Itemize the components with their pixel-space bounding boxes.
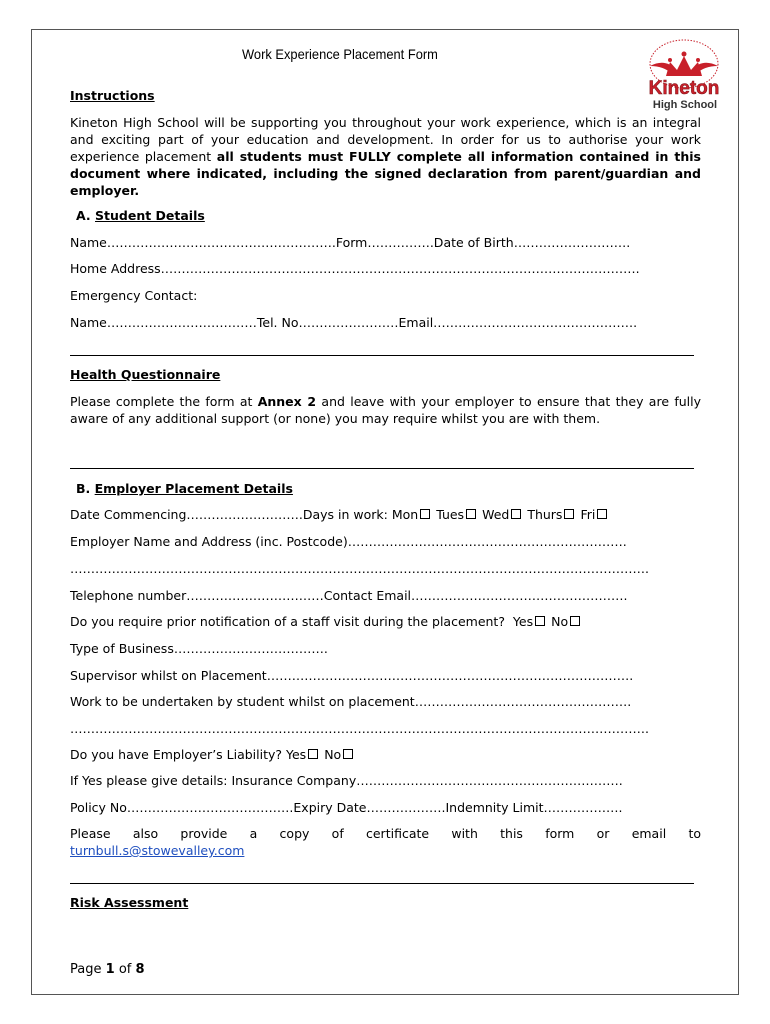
instructions-text: [70, 114, 701, 199]
prior-notification-yes-checkbox[interactable]: [535, 616, 545, 626]
logo-text-name: Kineton: [648, 78, 720, 99]
home-address-field[interactable]: Home Address…………………………………………………………………………………………………….: [70, 261, 640, 276]
health-text-1: Please complete the form at: [70, 394, 258, 409]
contact-email-link[interactable]: turnbull.s@stowevalley.com: [70, 843, 245, 858]
day-thurs-label: Thurs: [527, 507, 563, 522]
prior-notification-no-checkbox[interactable]: [570, 616, 580, 626]
date-commencing-field[interactable]: Date Commencing……………………….Days in work:: [70, 507, 388, 522]
day-thurs-checkbox[interactable]: [564, 509, 574, 519]
health-text-annex: Annex 2: [257, 394, 317, 409]
day-wed: [482, 507, 523, 522]
page-current: 1: [105, 962, 115, 977]
page-number: [70, 962, 145, 977]
day-thurs: [527, 507, 576, 522]
form-title: Work Experience Placement Form: [242, 46, 438, 62]
form-page: [31, 29, 739, 995]
liability-yes-checkbox[interactable]: [308, 749, 318, 759]
policy-expiry-indemnity-field[interactable]: Policy No………………………………….Expiry Date……………….Indemnity Limit……………….: [70, 800, 623, 815]
section-b-title: Employer Placement Details: [94, 481, 293, 496]
day-mon-checkbox[interactable]: [420, 509, 430, 519]
day-mon-label: Mon: [391, 507, 419, 522]
liability-row: [70, 746, 355, 763]
day-fri: [580, 507, 609, 522]
health-text-2: and leave with your employer to ensure that they are fully aware of any additional support (or none) you may require whilst you are with them.: [70, 394, 701, 426]
day-tues: [436, 507, 478, 522]
day-mon: [392, 507, 432, 522]
page-of-word: of: [118, 962, 132, 977]
employer-address-continued-field[interactable]: ………………………………………………………………………………………………………………………….: [70, 561, 649, 576]
prior-notification-yes-label: Yes: [512, 614, 534, 629]
certificate-instruction: Please also provide a copy of certificate with this form or email to: [70, 826, 701, 841]
instructions-text-bold: all students must FULLY complete all information contained in this document where indicated, including the signed declaration from parent/guardian and employer.: [70, 149, 701, 198]
health-questionnaire-heading: Health Questionnaire: [70, 367, 221, 382]
prior-notification-no-label: No: [551, 614, 569, 629]
page-word: Page: [70, 962, 102, 977]
prior-notification-row: [70, 613, 582, 630]
student-name-form-dob-field[interactable]: Name……………………………………………….Form…………….Date of Birth……………………….: [70, 235, 631, 250]
divider: [70, 883, 694, 884]
day-tues-checkbox[interactable]: [466, 509, 476, 519]
divider: [70, 468, 694, 469]
divider: [70, 355, 694, 356]
day-wed-checkbox[interactable]: [511, 509, 521, 519]
section-a-marker: A.: [76, 208, 91, 223]
instructions-text-plain: Kineton High School will be supporting you throughout your work experience, which is an integral and exciting part of your education and development. In order for us to authorise your work experience placement: [70, 115, 701, 164]
insurance-company-field[interactable]: If Yes please give details: Insurance Company……………………………………………………….: [70, 773, 623, 788]
work-undertaken-field[interactable]: Work to be undertaken by student whilst on placement…………………………………………….: [70, 694, 632, 709]
liability-no-checkbox[interactable]: [343, 749, 353, 759]
telephone-email-field[interactable]: Telephone number……………………………Contact Email…………………………………………….: [70, 588, 628, 603]
prior-notification-question: Do you require prior notification of a staff visit during the placement?: [70, 614, 505, 629]
page-total: 8: [135, 962, 145, 977]
supervisor-field[interactable]: Supervisor whilst on Placement…………………………………………………………………………….: [70, 668, 634, 683]
school-crest-logo: [636, 36, 732, 112]
liability-question: Do you have Employer’s Liability?: [70, 747, 283, 762]
employer-name-address-field[interactable]: Employer Name and Address (inc. Postcode)………………………………………………………….: [70, 534, 627, 549]
day-fri-checkbox[interactable]: [597, 509, 607, 519]
day-tues-label: Tues: [436, 507, 465, 522]
section-b-heading: [76, 480, 293, 497]
logo-text-school: High School: [652, 99, 718, 111]
type-of-business-field[interactable]: Type of Business……………………………….: [70, 641, 328, 656]
section-a-heading: [76, 207, 205, 224]
liability-yes-label: Yes: [286, 747, 307, 762]
day-fri-label: Fri: [580, 507, 596, 522]
liability-no-label: No: [324, 747, 342, 762]
day-wed-label: Wed: [482, 507, 510, 522]
work-undertaken-continued-field[interactable]: ………………………………………………………………………………………………………………………….: [70, 721, 649, 736]
emergency-contact-field[interactable]: Name………………………………Tel. No……………………Email………………………………………….: [70, 315, 638, 330]
date-commencing-row: [70, 506, 609, 523]
risk-assessment-heading: Risk Assessment: [70, 895, 189, 910]
instructions-heading: Instructions: [70, 88, 155, 103]
section-b-marker: B.: [76, 481, 91, 496]
section-a-title: Student Details: [95, 208, 205, 223]
emergency-contact-label: Emergency Contact:: [70, 288, 198, 303]
health-questionnaire-text: [70, 393, 701, 427]
